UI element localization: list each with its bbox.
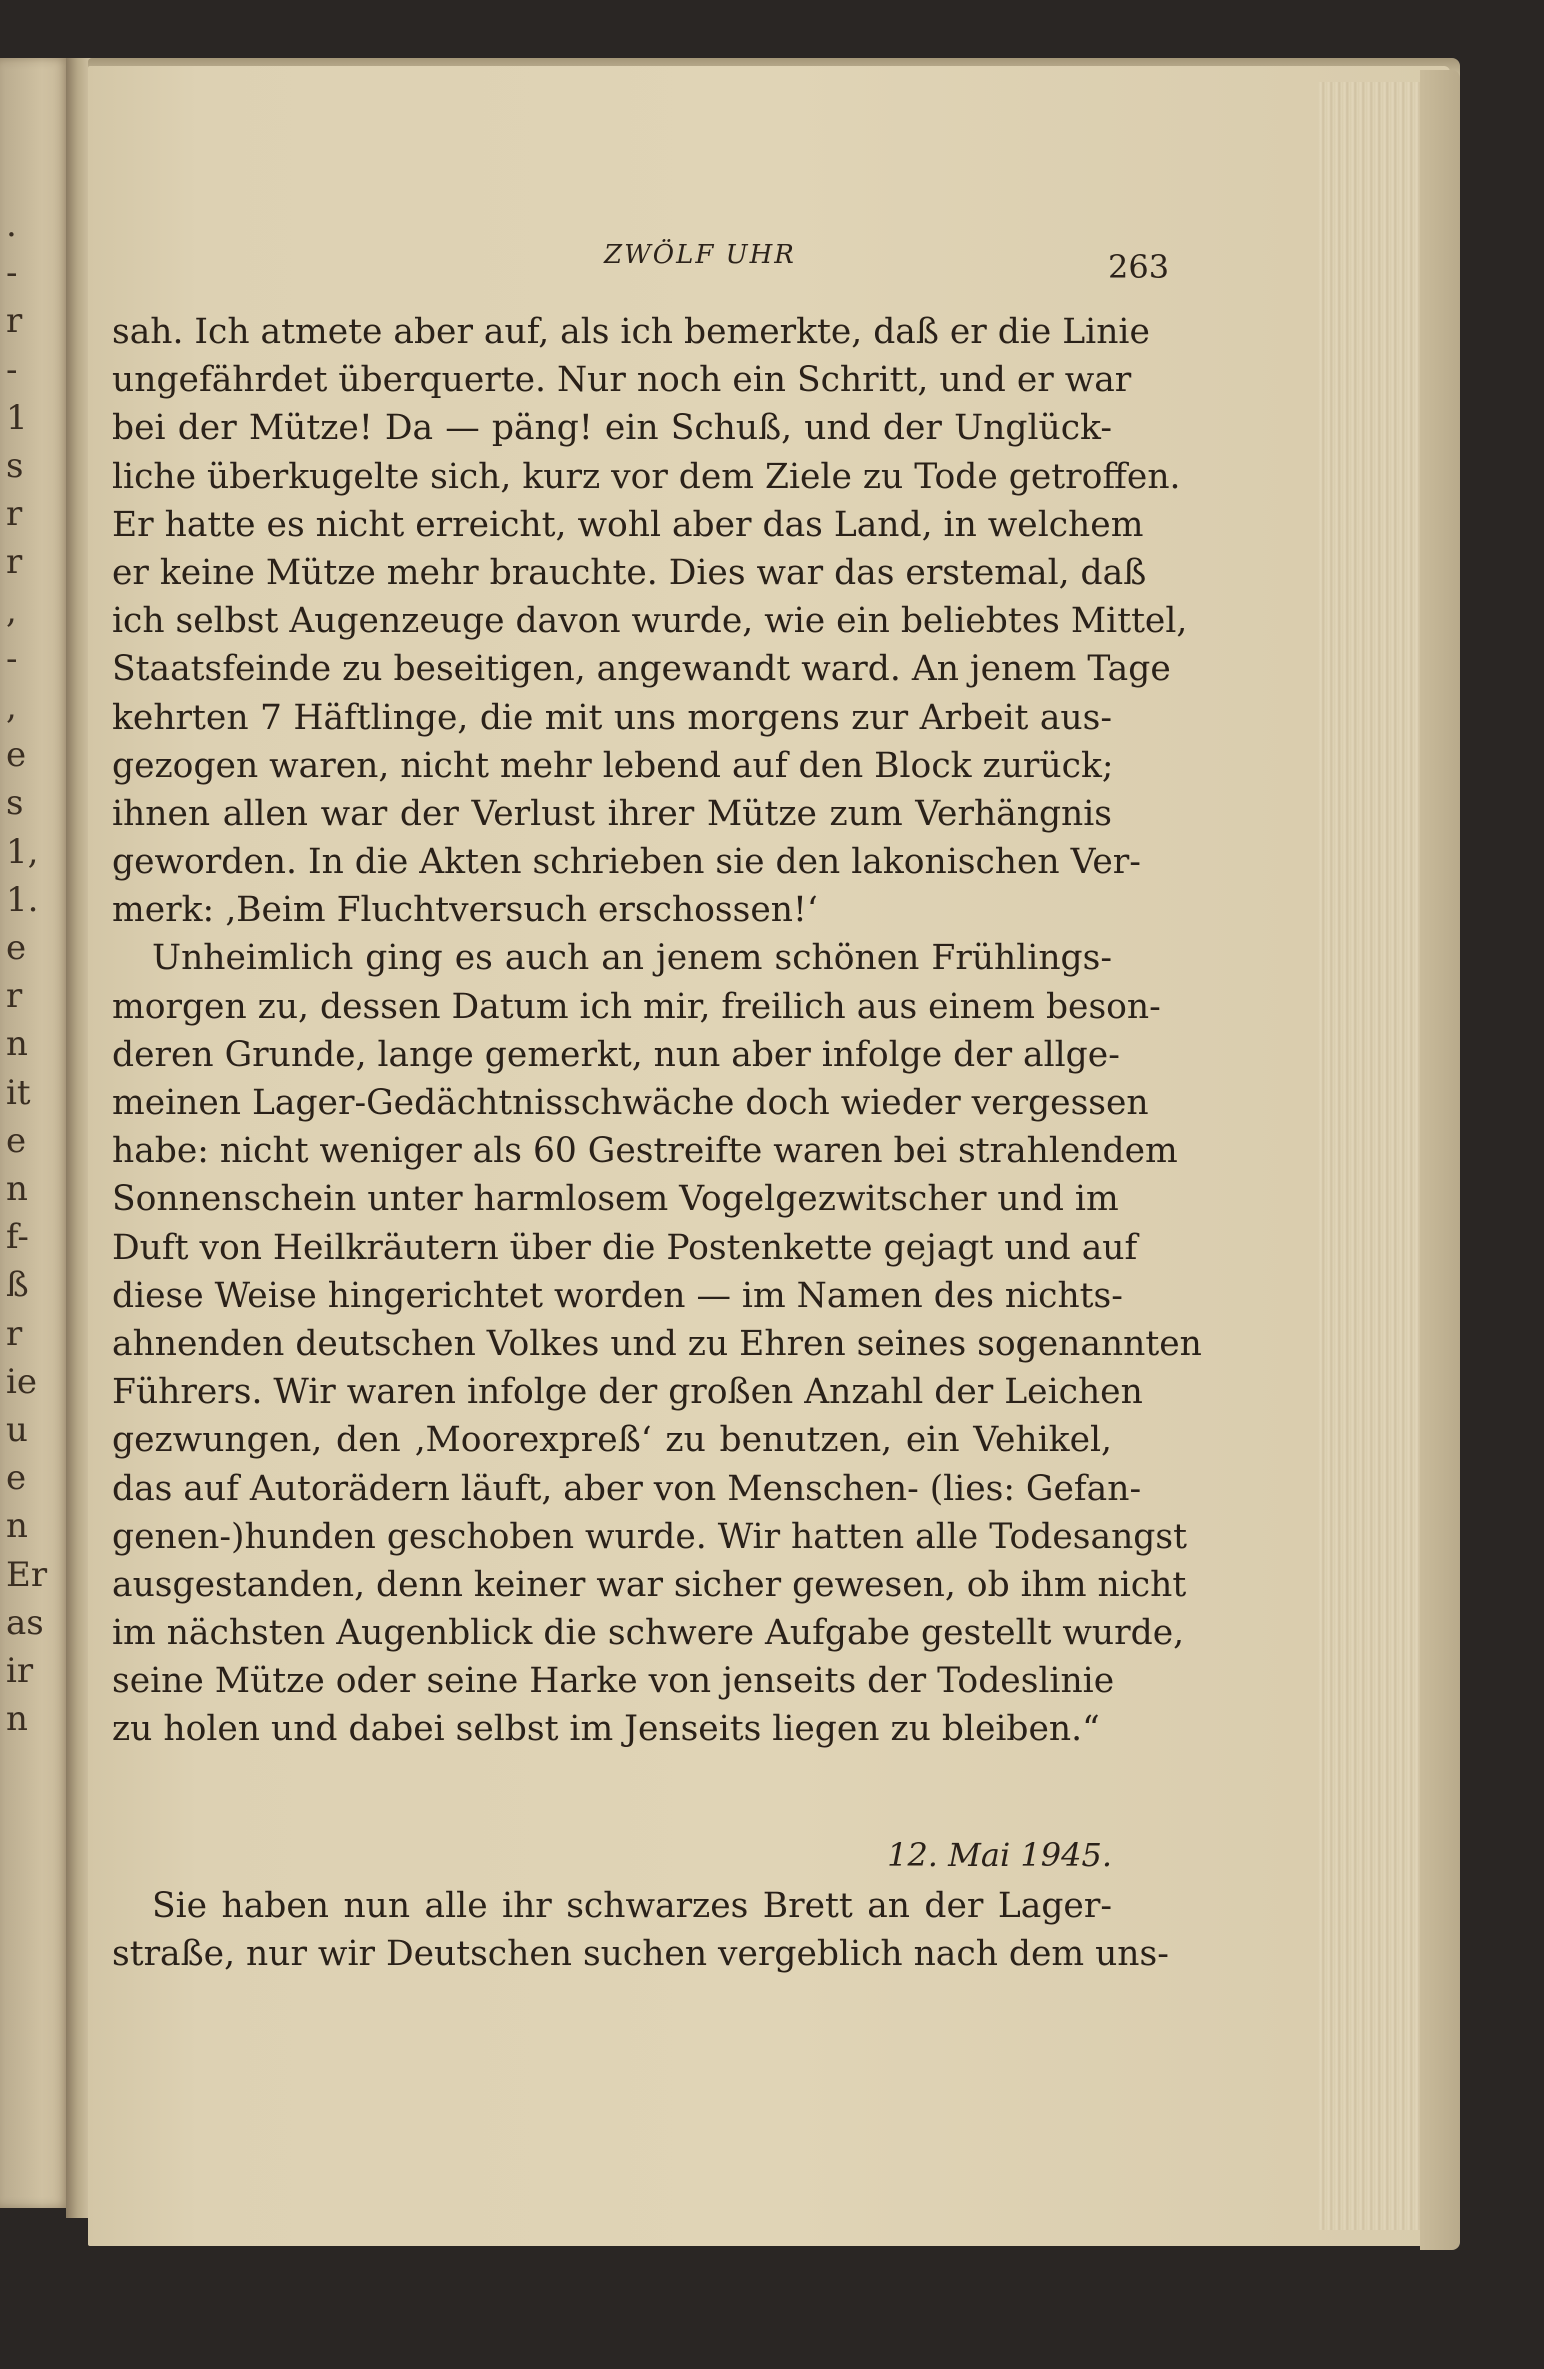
left-margin-fragment: . (6, 205, 17, 245)
text-line: genen-)hunden geschoben wurde. Wir hatten alle Todesangst (112, 1516, 1187, 1557)
left-margin-fragment: e (6, 1458, 27, 1499)
left-margin-fragment: s (6, 783, 24, 824)
left-margin-fragment: ir (6, 1651, 34, 1691)
text-line: diese Weise hingerichtet worden — im Namen des nichts- (112, 1275, 1123, 1316)
text-line: zu holen und dabei selbst im Jenseits liegen zu bleiben.“ (112, 1709, 1100, 1750)
body-text (112, 308, 1202, 1754)
page-number: 263 (1108, 248, 1170, 286)
left-margin-fragment: - (6, 349, 18, 390)
dateline: 12. Mai 1945. (887, 1836, 1112, 1874)
text-line: Duft von Heilkräutern über die Postenkette gejagt und auf (112, 1227, 1138, 1268)
left-margin-fragment: - (6, 638, 18, 679)
left-margin-fragment: e (6, 735, 27, 776)
left-margin-fragment: e (6, 928, 27, 968)
text-line: Sie haben nun alle ihr schwarzes Brett an der Lager- (152, 1886, 1112, 1926)
paragraph-1 (112, 308, 1188, 934)
text-line: sah. Ich atmete aber auf, als ich bemerkte, daß er die Linie (112, 312, 1150, 352)
text-line: habe: nicht weniger als 60 Gestreifte waren bei strahlendem (112, 1131, 1178, 1172)
text-line: morgen zu, dessen Datum ich mir, freilich aus einem beson- (112, 986, 1161, 1027)
left-page-edge (0, 58, 70, 2208)
page-header (88, 240, 1450, 290)
left-margin-fragment: s (6, 446, 24, 486)
left-margin-fragment: r (6, 1313, 23, 1354)
text-line: Sonnenschein unter harmlosem Vogelgezwitscher und im (112, 1179, 1119, 1220)
left-margin-fragment: as (6, 1602, 44, 1643)
left-margin-fragment: r (6, 494, 23, 535)
left-margin-fragment: it (6, 1072, 31, 1113)
page-edge-stack (1318, 82, 1428, 2230)
left-margin-fragment: u (6, 1410, 28, 1450)
text-line: ich selbst Augenzeuge davon wurde, wie ein beliebtes Mittel, (112, 601, 1188, 642)
text-line: bei der Mütze! Da — päng! ein Schuß, und der Unglück- (112, 408, 1112, 449)
left-margin-text (0, 58, 70, 2208)
left-margin-fragment: r (6, 976, 23, 1017)
text-line: straße, nur wir Deutschen suchen vergeblich nach dem uns- (112, 1934, 1169, 1975)
text-line: Unheimlich ging es auch an jenem schönen Frühlings- (152, 938, 1112, 979)
left-margin-fragment: n (6, 1699, 28, 1740)
left-margin-fragment: e (6, 1120, 27, 1161)
left-margin-fragment: 1, (6, 831, 39, 872)
left-margin-fragment: , (6, 687, 17, 727)
text-line: kehrten 7 Häftlinge, die mit uns morgens zur Arbeit aus- (112, 697, 1112, 738)
running-head: ZWÖLF UHR (604, 240, 796, 270)
left-margin-fragment: , (6, 590, 17, 631)
text-line: liche überkugelte sich, kurz vor dem Ziele zu Tode getroffen. (112, 456, 1181, 497)
text-line: meinen Lager-Gedächtnisschwäche doch wieder vergessen (112, 1083, 1149, 1123)
text-line: ausgestanden, denn keiner war sicher gewesen, ob ihm nicht (112, 1564, 1187, 1605)
text-line: Führers. Wir waren infolge der großen Anzahl der Leichen (112, 1372, 1143, 1413)
cover-edge (1420, 70, 1460, 2250)
body-text-continued (112, 1882, 1169, 1978)
text-line: gezogen waren, nicht mehr lebend auf den Block zurück; (112, 745, 1114, 786)
text-line: deren Grunde, lange gemerkt, nun aber infolge der allge- (112, 1034, 1120, 1075)
text-line: Staatsfeinde zu beseitigen, angewandt ward. An jenem Tage (112, 649, 1171, 690)
paragraph-2 (112, 934, 1202, 1753)
text-line: ungefährdet überquerte. Nur noch ein Schritt, und er war (112, 360, 1132, 401)
text-line: ahnenden deutschen Volkes und zu Ehren seines sogenannten (112, 1323, 1202, 1364)
left-margin-fragment: 1 (6, 397, 28, 438)
left-margin-fragment: n (6, 1024, 28, 1065)
left-margin-fragment: - (6, 253, 18, 294)
left-margin-fragment: f- (6, 1217, 29, 1258)
left-margin-fragment: n (6, 1169, 28, 1209)
text-line: Er hatte es nicht erreicht, wohl aber das Land, in welchem (112, 504, 1144, 545)
left-margin-fragment: Er (6, 1554, 48, 1595)
left-margin-fragment: r (6, 542, 23, 583)
text-line: ihnen allen war der Verlust ihrer Mütze zum Verhängnis (112, 793, 1112, 834)
left-margin-fragment: ie (6, 1361, 37, 1402)
text-line: geworden. In die Akten schrieben sie den lakonischen Ver- (112, 842, 1141, 883)
left-margin-fragment: r (6, 301, 23, 342)
text-line: seine Mütze oder seine Harke von jenseits der Todeslinie (112, 1661, 1115, 1702)
left-margin-fragment: 1. (6, 879, 39, 920)
text-line: er keine Mütze mehr brauchte. Dies war das erstemal, daß (112, 552, 1147, 593)
left-margin-fragment: ß (6, 1265, 29, 1306)
left-margin-fragment: n (6, 1506, 28, 1547)
text-line: das auf Autorädern läuft, aber von Menschen- (lies: Gefan- (112, 1468, 1142, 1509)
text-line: merk: ‚Beim Fluchtversuch erschossen!‘ (112, 890, 818, 931)
text-line: gezwungen, den ‚Moorexpreß‘ zu benutzen, ein Vehikel, (112, 1420, 1112, 1461)
text-line: im nächsten Augenblick die schwere Aufgabe gestellt wurde, (112, 1613, 1185, 1654)
